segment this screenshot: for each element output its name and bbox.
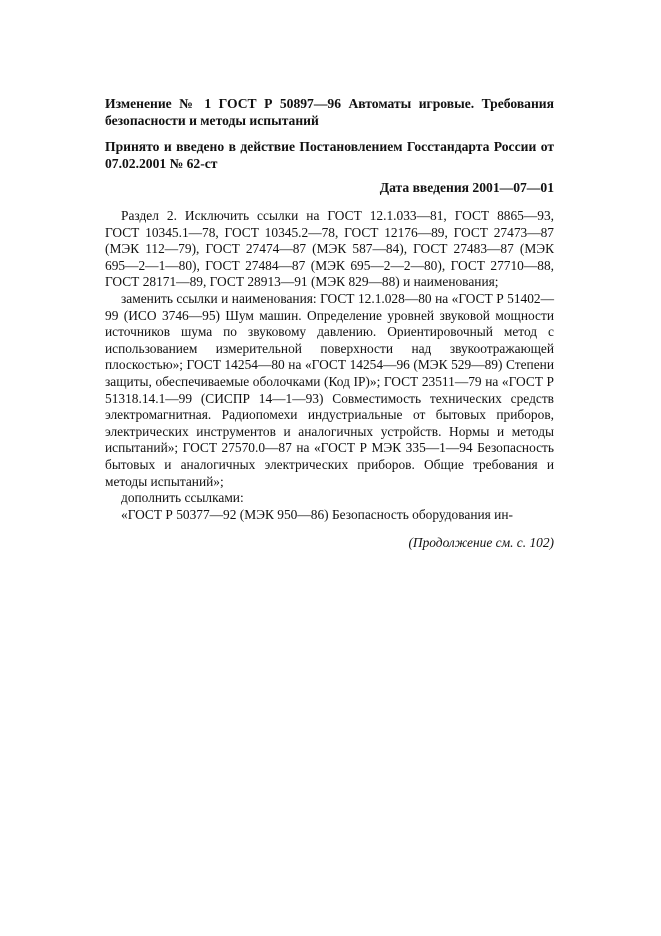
amendment-heading: Изменение № 1 ГОСТ Р 50897—96 Автоматы игровые. Требования безопасности и методы испытаний [105,96,554,128]
document-page [105,95,554,551]
adoption-statement: Принято и введено в действие Постановлением Госстандарта России от 07.02.2001 № 62-ст [105,139,554,171]
continuation-note: (Продолжение см. с. 102) [408,535,554,551]
document-body [105,208,554,523]
paragraph-added-reference: «ГОСТ Р 50377—92 (МЭК 950—86) Безопасность оборудования ин- [121,506,513,522]
paragraph-add-references: дополнить ссылками: [121,490,244,506]
effective-date: Дата введения 2001—07—01 [379,180,554,195]
paragraph-section-2: Раздел 2. Исключить ссылки на ГОСТ 12.1.033—81, ГОСТ 8865—93, ГОСТ 10345.1—78, ГОСТ 10345.2—78, ГОСТ 12176—89, ГОСТ 27473—87 (МЭК 112—79), ГОСТ 27474—87 (МЭК 587—84), ГОСТ 27483—87 (МЭК 695—2—1—80), ГОСТ 27484—87 (МЭК 695—2—2—80), ГОСТ 27710—88, ГОСТ 28171—89, ГОСТ 28913—91 (МЭК 829—88) и наименования; [105,208,554,290]
paragraph-replace-references: заменить ссылки и наименования: ГОСТ 12.1.028—80 на «ГОСТ Р 51402—99 (ИСО 3746—95) Шум машин. Определение уровней звуковой мощности источников шума по звуковому давлению. Ориентировочный метод с использованием измерительной поверхности над звукоотражающей плоскостью»; ГОСТ 14254—80 на «ГОСТ 14254—96 (МЭК 529—89) Степени защиты, обеспечиваемые оболочками (Код IP)»; ГОСТ 23511—79 на «ГОСТ Р 51318.14.1—99 (СИСПР 14—1—93) Совместимость технических средств электромагнитная. Радиопомехи индустриальные от бытовых приборов, электрических инструментов и аналогичных устройств. Нормы и методы испытаний»; ГОСТ 27570.0—87 на «ГОСТ Р МЭК 335—1—94 Безопасность бытовых и аналогичных электрических приборов. Общие требования и методы испытаний»; [105,290,554,489]
